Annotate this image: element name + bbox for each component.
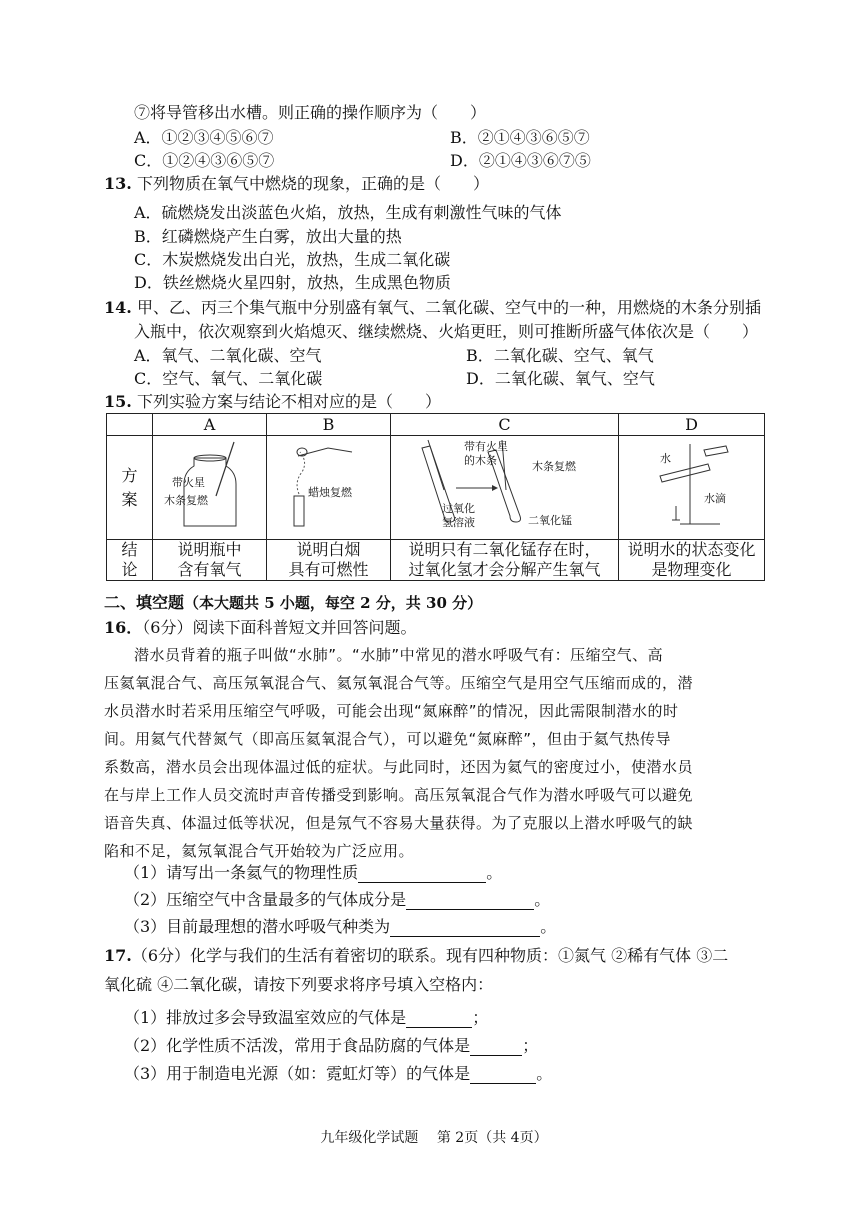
q17-number: 17.: [104, 946, 132, 965]
q12-option-d: D．②①④③⑥⑦⑤: [450, 151, 591, 170]
q15-number: 15.: [104, 392, 132, 411]
q16-paragraph-line-6: 在与岸上工作人员交流时声音传播受到影响。高压氖氧混合气作为潜水呼吸气可以避免: [104, 786, 694, 804]
answer-blank[interactable]: [390, 920, 540, 937]
q16-number: 16．: [104, 618, 143, 637]
q12-option-a: A．①②③④⑤⑥⑦: [134, 128, 274, 147]
q14-stem-line1: [104, 298, 761, 318]
conclusion-a: 说明瓶中 含有氧气: [153, 540, 267, 581]
section-note: （本大题共 5 小题，每空 2 分，共 30 分）: [184, 594, 483, 612]
q17-sub-3: [124, 1064, 552, 1084]
q12-option-b: B．②①④③⑥⑤⑦: [450, 128, 590, 147]
label-d1: 水: [659, 452, 671, 465]
label-c2: 的木条: [463, 454, 497, 467]
heating-water-illustration: [620, 436, 764, 534]
row-label-scheme: 方案: [107, 436, 153, 540]
bottle-splint-illustration: [154, 436, 266, 534]
q17-sub-2-text: （2）化学性质不活泼，常用于食品防腐的气体是: [124, 1036, 471, 1055]
q13-option-c: C．木炭燃烧发出白光，放热，生成二氧化碳: [134, 250, 451, 269]
col-header-d: D: [619, 414, 765, 436]
table-row-conclusion: [107, 540, 765, 581]
label-c4: 过氧化: [441, 502, 475, 515]
label-c1: 带有火星: [463, 440, 508, 453]
q16-sub-3-text: （3）目前最理想的潜水呼吸气种类为: [124, 917, 391, 936]
scheme-b-cell: [267, 436, 391, 540]
q16-paragraph-line-3: 水员潜水时若采用压缩空气呼吸，可能会出现“氮麻醉”的情况，因此需限制潜水的时: [104, 702, 679, 720]
q16-sub-1-end: 。: [486, 863, 503, 882]
q16-paragraph-line-7: 语音失真、体温过低等状况，但是氖气不容易大量获得。为了克服以上潜水呼吸气的缺: [104, 814, 694, 832]
q16-paragraph-line-8: 陷和不足，氦氖氧混合气开始较为广泛应用。: [104, 842, 415, 860]
answer-blank[interactable]: [358, 866, 486, 883]
q14-option-d: D．二氧化碳、氧气、空气: [466, 369, 655, 388]
q16-text: （6分）阅读下面科普短文并回答问题。: [142, 618, 417, 637]
answer-blank[interactable]: [406, 1011, 472, 1028]
q16-paragraph-line-5: 系数高，潜水员会出现体温过低的症状。与此同时，还因为氦气的密度过小，使潜水员: [104, 758, 694, 776]
q16-paragraph-line-2: 压氦氧混合气、高压氖氧混合气、氦氖氧混合气等。压缩空气是用空气压缩而成的，潜: [104, 674, 694, 692]
q16-sub-2-end: 。: [534, 890, 551, 909]
q14-option-c: C．空气、氧气、二氧化碳: [134, 369, 323, 388]
experiment-table: [106, 413, 765, 581]
q16-sub-2-text: （2）压缩空气中含量最多的气体成分是: [124, 890, 407, 909]
q17-sub-2-end: ；: [522, 1036, 539, 1055]
q17-text-1: （6分）化学与我们的生活有着密切的联系。现有四种物质：①氮气 ②稀有气体 ③二: [131, 946, 729, 965]
q17-sub-1-text: （1）排放过多会导致温室效应的气体是: [124, 1008, 407, 1027]
q15-text: 下列实验方案与结论不相对应的是（ ）: [136, 392, 441, 411]
q14-option-a: A．氧气、二氧化碳、空气: [134, 346, 322, 365]
q13-option-a: A．硫燃烧发出淡蓝色火焰，放热，生成有刺激性气味的气体: [134, 203, 562, 222]
label-c3: 木条复燃: [531, 460, 576, 473]
q17-sub-1: [124, 1008, 488, 1028]
col-header-a: A: [153, 414, 267, 436]
table-row-scheme: [107, 436, 765, 540]
q13-option-d: D．铁丝燃烧火星四射，放热，生成黑色物质: [134, 273, 451, 292]
scheme-d-cell: [619, 436, 765, 540]
q13-text: 下列物质在氧气中燃烧的现象，正确的是（ ）: [136, 174, 489, 193]
q15-stem: [104, 392, 441, 412]
q13-option-b: B．红磷燃烧产生白雾，放出大量的热: [134, 227, 402, 246]
q17-stem-line2: 氧化硫 ④二氧化碳，请按下列要求将序号填入空格内：: [104, 975, 494, 994]
scheme-a-cell: [153, 436, 267, 540]
q17-sub-3-text: （3）用于制造电光源（如：霓虹灯等）的气体是: [124, 1064, 471, 1083]
q16-sub-1: [124, 863, 502, 883]
q16-sub-3-end: 。: [540, 917, 557, 936]
scheme-c-cell: [391, 436, 619, 540]
label-c6: 二氧化锰: [527, 514, 572, 527]
answer-blank[interactable]: [470, 1039, 522, 1056]
q14-option-b: B．二氧化碳、空气、氧气: [466, 346, 654, 365]
q14-number: 14.: [104, 298, 132, 317]
section-title: 二、填空题: [104, 593, 185, 612]
q13-number: 13.: [104, 174, 132, 193]
row-label-conclusion: 结论: [107, 540, 153, 581]
label-d2: 水滴: [703, 492, 726, 505]
col-header-c: C: [391, 414, 619, 436]
label-a1: 带火星: [171, 476, 205, 489]
candle-illustration: [268, 436, 390, 534]
q16-paragraph-line-4: 间。用氦气代替氮气（即高压氦氧混合气），可以避免“氮麻醉”，但由于氦气热传导: [104, 730, 672, 748]
section-heading: [104, 593, 482, 613]
q12-stem-tail: ⑦将导管移出水槽。则正确的操作顺序为（ ）: [134, 103, 487, 122]
table-header-row: [107, 414, 765, 436]
conclusion-b: 说明白烟 具有可燃性: [267, 540, 391, 581]
q17-sub-2: [124, 1036, 538, 1056]
answer-blank[interactable]: [406, 893, 534, 910]
q14-stem-line2: 入瓶中，依次观察到火焰熄灭、继续燃烧、火焰更旺，则可推断所盛气体依次是（ ）: [134, 322, 759, 341]
q17-sub-3-end: 。: [536, 1064, 553, 1083]
q16-stem: [104, 618, 416, 638]
q12-option-c: C．①②④③⑥⑤⑦: [134, 151, 275, 170]
q17-sub-1-end: ；: [472, 1008, 489, 1027]
label-a2: 木条复燃: [163, 494, 208, 507]
label-b1: 蜡烛复燃: [307, 486, 352, 499]
conclusion-d: 说明水的状态变化 是物理变化: [619, 540, 765, 581]
page-footer: 九年级化学试题 第 2页（共 4页）: [320, 1130, 548, 1146]
table-corner: [107, 414, 153, 436]
label-c5: 氢溶液: [441, 516, 475, 529]
conclusion-c: 说明只有二氧化锰存在时， 过氧化氢才会分解产生氧气: [391, 540, 619, 581]
q16-sub-1-text: （1）请写出一条氦气的物理性质: [124, 863, 359, 882]
q17-stem-line1: [104, 946, 728, 966]
q16-paragraph-line-1: 潜水员背着的瓶子叫做“水肺”。“水肺”中常见的潜水呼吸气有：压缩空气、高: [134, 646, 664, 664]
answer-blank[interactable]: [470, 1067, 536, 1084]
col-header-b: B: [267, 414, 391, 436]
q16-sub-2: [124, 890, 550, 910]
q13-stem: [104, 174, 489, 194]
test-tube-illustration: [392, 436, 618, 534]
q16-sub-3: [124, 917, 556, 937]
q14-text-1: 甲、乙、丙三个集气瓶中分别盛有氧气、二氧化碳、空气中的一种，用燃烧的木条分别插: [136, 298, 761, 317]
